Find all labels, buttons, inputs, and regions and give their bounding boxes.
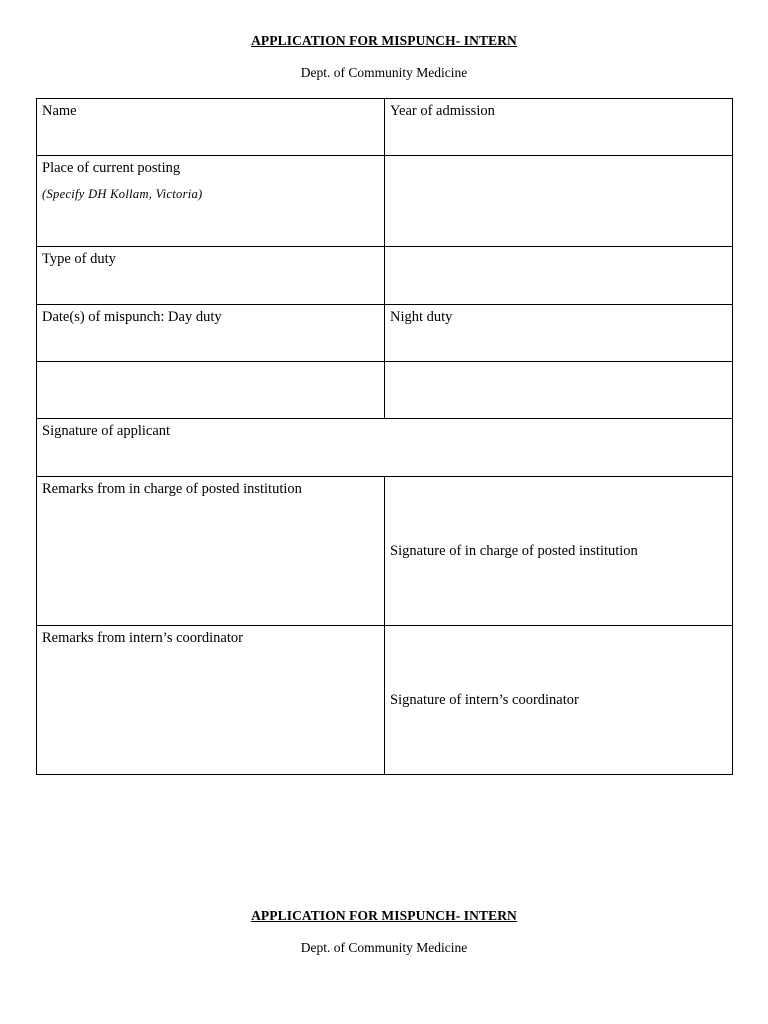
place-of-posting-label-cell xyxy=(37,156,385,247)
signature-applicant-label: Signature of applicant xyxy=(42,423,171,439)
night-duty-dates-field[interactable] xyxy=(385,362,733,419)
row-place-of-posting xyxy=(37,156,733,247)
place-of-posting-label: Place of current posting xyxy=(42,160,181,176)
day-duty-dates-field[interactable] xyxy=(37,362,385,419)
row-incharge-remarks xyxy=(37,477,733,626)
department-subtitle-second: Dept. of Community Medicine xyxy=(300,940,468,955)
remarks-coordinator-label: Remarks from intern’s coordinator xyxy=(42,630,243,646)
row-coordinator-remarks xyxy=(37,626,733,775)
row-type-of-duty xyxy=(37,247,733,305)
row-mispunch-dates-header xyxy=(37,305,733,362)
signature-incharge-label: Signature of in charge of posted institution xyxy=(390,542,638,559)
signature-coordinator-field[interactable] xyxy=(385,626,733,775)
remarks-incharge-field[interactable] xyxy=(37,477,385,626)
night-duty-header-cell xyxy=(385,305,733,362)
form-title: APPLICATION FOR MISPUNCH- INTERN xyxy=(251,33,517,48)
name-label: Name xyxy=(42,103,77,119)
remarks-incharge-label: Remarks from in charge of posted institution xyxy=(42,481,302,497)
day-duty-header-cell xyxy=(37,305,385,362)
row-name xyxy=(37,99,733,156)
row-mispunch-dates-entry xyxy=(37,362,733,419)
night-duty-label: Night duty xyxy=(390,309,453,325)
type-of-duty-field[interactable] xyxy=(385,247,733,305)
signature-applicant-field[interactable] xyxy=(37,419,733,477)
name-field[interactable] xyxy=(37,99,385,156)
remarks-coordinator-field[interactable] xyxy=(37,626,385,775)
type-of-duty-label-cell xyxy=(37,247,385,305)
mispunch-day-duty-label: Date(s) of mispunch: Day duty xyxy=(42,309,222,325)
type-of-duty-label: Type of duty xyxy=(42,251,116,267)
place-of-posting-note: (Specify DH Kollam, Victoria) xyxy=(42,187,203,201)
signature-coordinator-label: Signature of intern’s coordinator xyxy=(390,691,579,708)
place-of-posting-field[interactable] xyxy=(385,156,733,247)
signature-incharge-field[interactable] xyxy=(385,477,733,626)
year-of-admission-field[interactable] xyxy=(385,99,733,156)
form-title-second: APPLICATION FOR MISPUNCH- INTERN xyxy=(251,908,517,923)
department-subtitle: Dept. of Community Medicine xyxy=(300,65,468,80)
row-signature-applicant xyxy=(37,419,733,477)
mispunch-form-table xyxy=(36,98,733,775)
year-of-admission-label: Year of admission xyxy=(390,103,495,119)
